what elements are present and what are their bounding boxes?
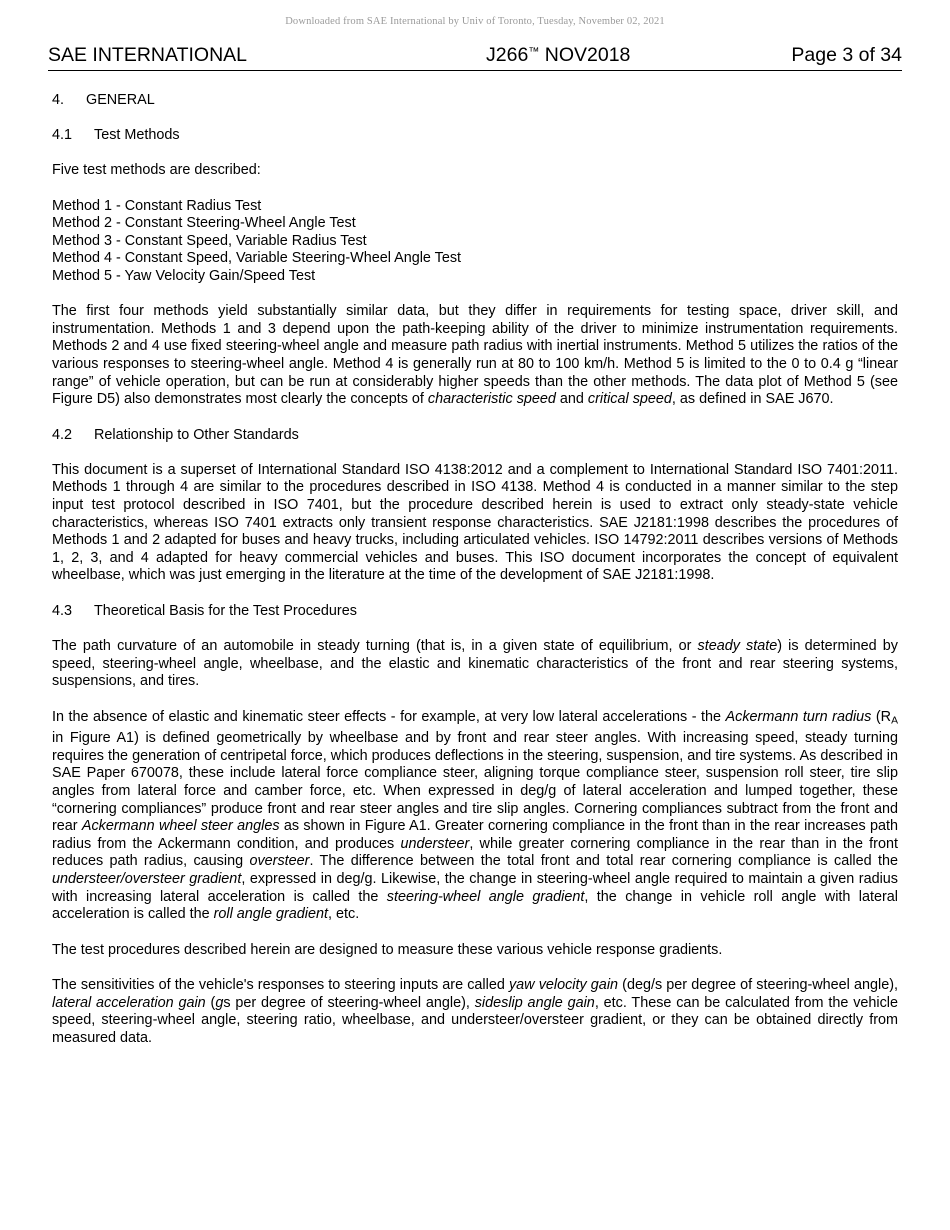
spacer [52, 145, 898, 163]
paragraph-text: and [555, 391, 588, 408]
paragraph-text: , as defined in SAE J670. [671, 391, 834, 408]
clause-heading-4-1 [52, 127, 898, 145]
theoretical-paragraph-1 [52, 638, 898, 691]
spacer [52, 286, 898, 304]
relationship-paragraph: This document is a superset of International Standard ISO 4138:2012 and a complement to International Standard ISO 7401:2011. Methods 1 through 4 are similar to the procedures described in ISO 4138. Method 4 is conducted in a manner similar to the step input test protocol described in ISO 7401, but the procedure described herein is used to extract only steady-state vehicle characteristics, whereas ISO 7401 extracts only transient response characteristics. SAE J2181:1998 describes the procedures of Methods 1 and 2 adapted for buses and heavy trucks, including articulated vehicles. ISO 14792:2011 describes versions of Methods 1, 2, 3, and 4 adapted for heavy commercial vehicles and buses. This ISO document incorporates the concept of equivalent wheelbase, which was just emerging in the literature at the time of the development of SAE J2181:1998. [52, 461, 898, 584]
spacer [52, 691, 898, 709]
header-page-number: Page 3 of 34 [791, 44, 902, 66]
clause-number-4: 4. [52, 92, 65, 108]
paragraph-text: , the change in vehicle roll angle with lateral acceleration is called the [52, 888, 898, 923]
emphasis-steady-state: steady state [697, 638, 778, 655]
list-item: Method 4 - Constant Speed, Variable Steering-Wheel Angle Test [52, 250, 462, 267]
list-item: Method 2 - Constant Steering-Wheel Angle Test [52, 215, 356, 232]
clause-title-4: GENERAL [86, 92, 155, 108]
paragraph-text: The sensitivities of the vehicle's responses to steering inputs are called [52, 977, 509, 994]
emphasis-sideslip-angle-gain: sideslip angle gain [474, 994, 595, 1011]
clause-heading-4-2 [52, 427, 898, 445]
theoretical-paragraph-2 [52, 709, 898, 924]
spacer [52, 444, 898, 462]
emphasis-yaw-velocity-gain: yaw velocity gain [508, 977, 619, 994]
list-item: Method 1 - Constant Radius Test [52, 197, 262, 214]
emphasis-lateral-acceleration-gain: lateral acceleration gain [52, 994, 206, 1011]
paragraph-text: , expressed in deg/g. Likewise, the change in steering-wheel angle required to maintain a given radius with increasing lateral acceleration is called the [52, 870, 898, 905]
header-document-number: J266 [486, 44, 529, 66]
list-item: Method 5 - Yaw Velocity Gain/Speed Test [52, 267, 316, 284]
document-body [52, 92, 898, 1048]
trademark-icon: ™ [528, 45, 540, 58]
emphasis-characteristic-speed: characteristic speed [427, 391, 556, 408]
download-watermark-notice: Downloaded from SAE International by Univ of Toronto, Tuesday, November 02, 2021 [285, 16, 665, 27]
paragraph-text: in Figure A1) is defined geometrically by wheelbase and by front and rear steer angles. With increasing speed, steady turning requires the generation of centripetal force, which produces deflections in the steering, suspension, and tire systems. As described in SAE Paper 670078, these include lateral force compliance steer, aligning torque compliance steer, suspension roll steer, tire slip angles from lateral force and camber force, etc. When expressed in deg/g of lateral acceleration and lumped together, these “cornering compliances” produce front and rear steer angles and tire slip angles. Cornering compliances subtract from the front and rear [52, 730, 898, 835]
test-methods-intro: Five test methods are described: [52, 162, 261, 179]
emphasis-understeer-oversteer-gradient: understeer/oversteer gradient [52, 870, 242, 887]
paragraph-text: , etc. [328, 906, 360, 923]
clause-heading-4 [52, 92, 898, 110]
paragraph-text: In the absence of elastic and kinematic steer effects - for example, at very low lateral accelerations - the [52, 709, 726, 725]
clause-title-4-3: Theoretical Basis for the Test Procedures [94, 603, 357, 620]
paragraph-text: , etc. These can be calculated from the vehicle speed, steering-wheel angle, steering ratio, wheelbase, and understeer/oversteer gradient, or they can be obtained directly from measured data. [52, 994, 898, 1047]
test-method-list [52, 198, 898, 286]
spacer [52, 409, 898, 427]
clause-heading-4-3 [52, 603, 898, 621]
paragraph-text: as shown in Figure A1. Greater cornering compliance in the front than in the rear increases path radius from the Ackermann condition, and produces [52, 818, 899, 852]
clause-number-4-2: 4.2 [52, 426, 73, 443]
spacer [52, 110, 898, 128]
list-item: Method 3 - Constant Speed, Variable Radius Test [52, 232, 367, 249]
paragraph-text: (deg/s per degree of steering-wheel angle), [618, 977, 898, 994]
emphasis-ackermann-wheel-steer-angles: Ackermann wheel steer angles [81, 818, 280, 835]
emphasis-understeer: understeer [400, 835, 470, 852]
emphasis-critical-speed: critical speed [587, 391, 672, 408]
paragraph-text: , while greater cornering compliance in the rear than in the front reduces path radius, causing [52, 835, 898, 870]
test-methods-paragraph [52, 303, 898, 409]
paragraph-text: The first four methods yield substantially similar data, but they differ in requirements for testing space, driver skill, and instrumentation. Methods 1 and 3 depend upon the path-keeping ability of the driver to minimize instrumentation requirements. Methods 2 and 4 use fixed steering-wheel angle and measure path radius with inertial instruments. Method 5 utilizes the ratios of the various responses to steering-wheel angle. Method 4 is generally run at 80 to 100 km/h. Method 5 is limited to the 0 to 0.4 g “linear range” of vehicle operation, but can be run at considerably higher speeds than the other methods. The data plot of Method 5 (see Figure D5) also demonstrates most clearly the concepts of [52, 303, 898, 408]
spacer [52, 924, 898, 942]
spacer [52, 180, 898, 198]
running-header [48, 44, 902, 71]
clause-number-4-1: 4.1 [52, 127, 73, 144]
spacer [52, 959, 898, 977]
theoretical-paragraph-4 [52, 977, 898, 1047]
emphasis-g-unit: g [215, 994, 224, 1011]
paragraph-text: ) is determined by speed, steering-wheel angle, wheelbase, and the elastic and kinematic characteristics of the front and rear steering systems, suspensions, and tires. [52, 638, 898, 690]
clause-title-4-2: Relationship to Other Standards [94, 426, 299, 443]
paragraph-text: The path curvature of an automobile in steady turning (that is, in a given state of equilibrium, or [52, 638, 698, 655]
spacer [52, 621, 898, 639]
spacer [52, 585, 898, 603]
theoretical-paragraph-3: The test procedures described herein are designed to measure these various vehicle response gradients. [52, 941, 723, 958]
subscript-a: A [891, 715, 899, 727]
header-document-date: NOV2018 [539, 44, 631, 66]
emphasis-steering-wheel-angle-gradient: steering-wheel angle gradient [386, 888, 585, 905]
emphasis-ackermann-turn-radius: Ackermann turn radius [725, 709, 872, 725]
emphasis-roll-angle-gradient: roll angle gradient [213, 906, 328, 923]
paragraph-text: s per degree of steering-wheel angle), [223, 994, 475, 1011]
header-organization: SAE INTERNATIONAL [48, 44, 248, 66]
paragraph-text: ( [205, 994, 216, 1011]
paragraph-text: . The difference between the total front and total rear cornering compliance is called the [309, 853, 898, 870]
paragraph-text: (R [871, 709, 892, 725]
header-document-id [486, 44, 630, 66]
emphasis-oversteer: oversteer [249, 853, 310, 870]
clause-title-4-1: Test Methods [94, 127, 180, 144]
clause-number-4-3: 4.3 [52, 603, 73, 620]
